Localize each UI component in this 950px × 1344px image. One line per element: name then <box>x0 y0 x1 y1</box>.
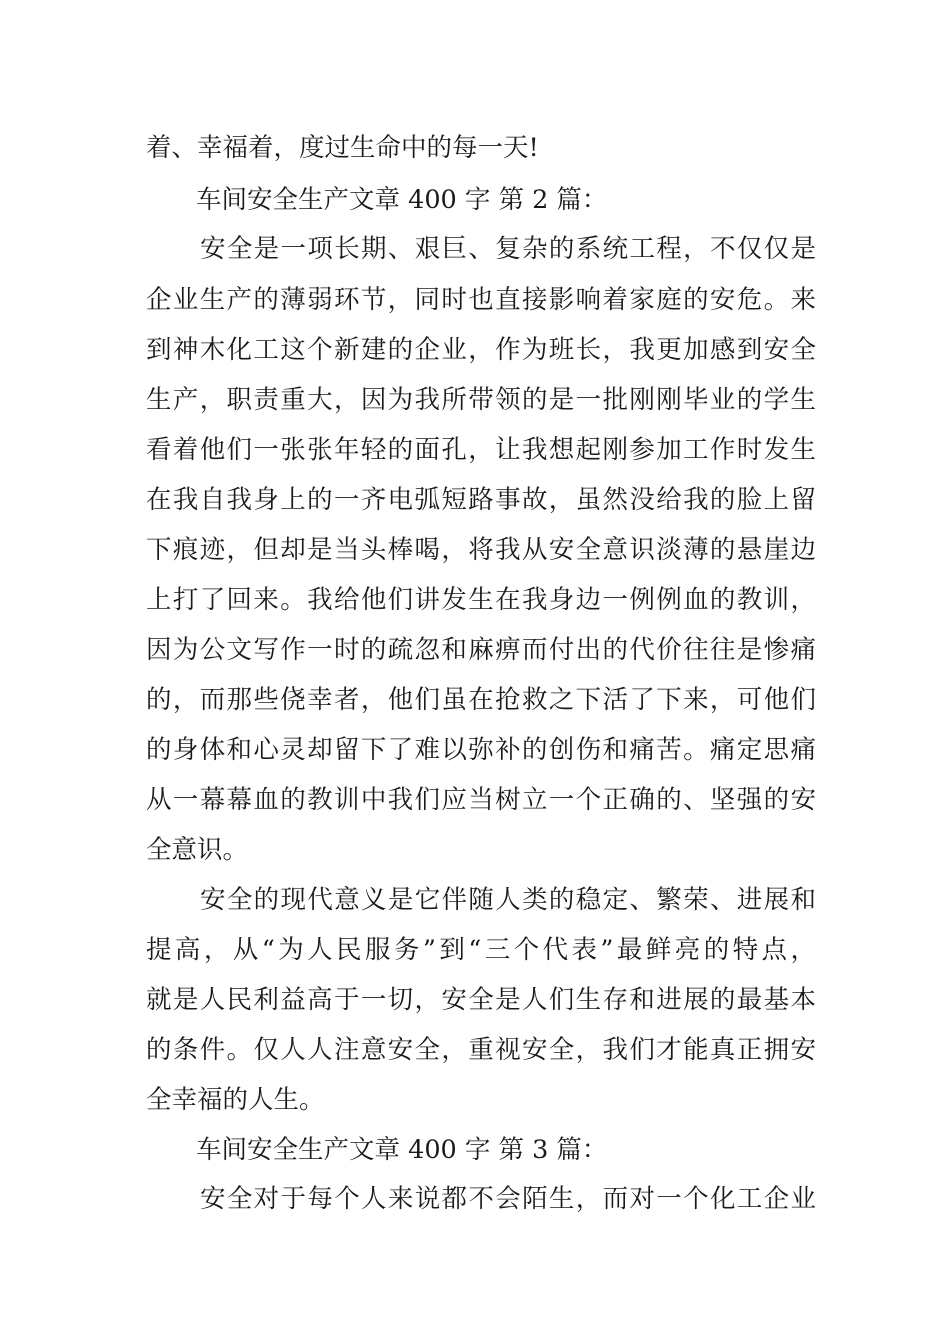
paragraph-line: 安全是一项长期、艰巨、复杂的系统工程，不仅仅是 <box>200 234 816 264</box>
paragraph-line: 生产，职责重大，因为我所带领的是一批刚刚毕业的学生 <box>146 385 816 415</box>
paragraph-line: 提高，从“为人民服务”到“三个代表”最鲜亮的特点， <box>146 935 816 965</box>
section-heading: 车间安全生产文章 400 字 第 2 篇： <box>196 185 608 215</box>
paragraph-line: 看着他们一张张年轻的面孔，让我想起刚参加工作时发生 <box>146 435 816 465</box>
paragraph-line: 从一幕幕血的教训中我们应当树立一个正确的、坚强的安 <box>146 785 816 815</box>
section-heading: 车间安全生产文章 400 字 第 3 篇： <box>196 1135 608 1165</box>
paragraph-line: 上打了回来。我给他们讲发生在我身边一例例血的教训， <box>146 585 816 615</box>
paragraph-line: 的，而那些侥幸者，他们虽在抢救之下活了下来，可他们 <box>146 685 816 715</box>
paragraph-line: 到神木化工这个新建的企业，作为班长，我更加感到安全 <box>146 335 816 365</box>
paragraph-line: 全意识。 <box>146 835 249 865</box>
paragraph-line: 下痕迹，但却是当头棒喝，将我从安全意识淡薄的悬崖边 <box>146 535 816 565</box>
paragraph-line: 就是人民利益高于一切，安全是人们生存和进展的最基本 <box>146 985 816 1015</box>
paragraph-line: 企业生产的薄弱环节，同时也直接影响着家庭的安危。来 <box>146 285 816 315</box>
paragraph-line: 的条件。仅人人注意安全，重视安全，我们才能真正拥安 <box>146 1035 816 1065</box>
paragraph-line: 安全的现代意义是它伴随人类的稳定、繁荣、进展和 <box>200 885 816 915</box>
paragraph-line: 在我自我身上的一齐电弧短路事故，虽然没给我的脸上留 <box>146 485 816 515</box>
paragraph-line: 安全对于每个人来说都不会陌生，而对一个化工企业 <box>200 1184 816 1214</box>
paragraph-line: 因为公文写作一时的疏忽和麻痹而付出的代价往往是惨痛 <box>146 635 816 665</box>
paragraph-line: 全幸福的人生。 <box>146 1085 325 1115</box>
text-line: 着、幸福着，度过生命中的每一天! <box>146 133 539 163</box>
paragraph-line: 的身体和心灵却留下了难以弥补的创伤和痛苦。痛定思痛 <box>146 735 816 765</box>
